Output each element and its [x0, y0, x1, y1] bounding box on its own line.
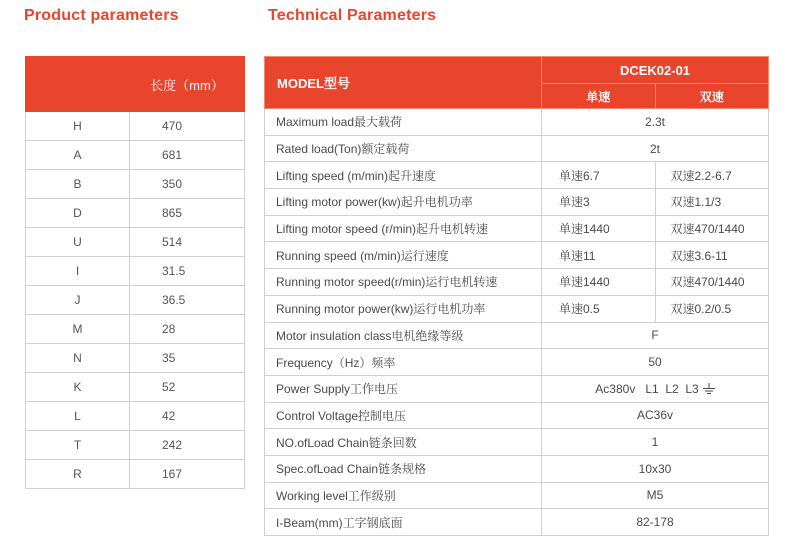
param-cell: R	[26, 460, 130, 489]
param-name: Running motor speed(r/min)运行电机转速	[265, 269, 542, 296]
single-speed-value: 单速6.7	[542, 162, 656, 189]
table-row	[265, 109, 769, 136]
value-cell: 35	[130, 344, 245, 373]
param-value: 82-178	[542, 509, 769, 536]
param-name: Lifting motor power(kw)起升电机功率	[265, 189, 542, 216]
value-cell: 470	[130, 112, 245, 141]
param-name: Spec.ofLoad Chain链条规格	[265, 455, 542, 482]
tech-table-header	[265, 57, 769, 84]
single-speed-header: 单速	[542, 84, 656, 109]
product-parameters-title: Product parameters	[24, 7, 179, 24]
table-row	[265, 375, 769, 402]
param-cell: D	[26, 199, 130, 228]
param-name: Working level工作级别	[265, 482, 542, 509]
table-row	[265, 349, 769, 376]
value-cell: 42	[130, 402, 245, 431]
single-speed-value: 单速0.5	[542, 295, 656, 322]
param-name: Rated load(Ton)额定载荷	[265, 135, 542, 162]
param-value: 1	[542, 429, 769, 456]
table-row	[265, 135, 769, 162]
value-cell: 31.5	[130, 257, 245, 286]
table-row	[265, 429, 769, 456]
single-speed-value: 单速1440	[542, 269, 656, 296]
param-value: Ac380v L1 L2 L3	[595, 381, 699, 396]
single-speed-value: 单速11	[542, 242, 656, 269]
table-row	[26, 170, 245, 199]
ground-symbol-icon	[703, 383, 715, 394]
param-cell: U	[26, 228, 130, 257]
table-row	[26, 199, 245, 228]
product-header-length: 长度（mm）	[130, 57, 245, 112]
param-name: Frequency（Hz）频率	[265, 349, 542, 376]
table-row	[26, 257, 245, 286]
model-name: DCEK02-01	[542, 57, 769, 84]
single-speed-value: 单速3	[542, 189, 656, 216]
product-header-param	[26, 57, 130, 112]
product-table-header	[26, 57, 245, 112]
table-row	[26, 431, 245, 460]
param-cell: H	[26, 112, 130, 141]
param-value: 2.3t	[542, 109, 769, 136]
table-row	[265, 189, 769, 216]
value-cell: 681	[130, 141, 245, 170]
param-name: Running motor power(kw)运行电机功率	[265, 295, 542, 322]
param-name: Motor insulation class电机绝缘等级	[265, 322, 542, 349]
table-row	[265, 402, 769, 429]
param-cell: N	[26, 344, 130, 373]
param-cell: J	[26, 286, 130, 315]
table-row	[265, 269, 769, 296]
technical-parameters-table	[264, 56, 769, 536]
param-cell: B	[26, 170, 130, 199]
table-row	[26, 373, 245, 402]
param-value-cell	[542, 375, 769, 402]
param-value: 2t	[542, 135, 769, 162]
technical-parameters-title: Technical Parameters	[268, 7, 437, 24]
param-cell: T	[26, 431, 130, 460]
table-row	[26, 228, 245, 257]
value-cell: 52	[130, 373, 245, 402]
double-speed-value: 双速0.2/0.5	[655, 295, 769, 322]
param-value: F	[542, 322, 769, 349]
param-name: NO.ofLoad Chain链条回数	[265, 429, 542, 456]
table-row	[265, 322, 769, 349]
param-name: Control Voltage控制电压	[265, 402, 542, 429]
param-value: 10x30	[542, 455, 769, 482]
param-value: 50	[542, 349, 769, 376]
model-label: MODEL型号	[265, 57, 542, 109]
double-speed-header: 双速	[655, 84, 769, 109]
param-cell: M	[26, 315, 130, 344]
table-row	[26, 112, 245, 141]
table-row	[265, 509, 769, 536]
table-row	[26, 344, 245, 373]
param-cell: I	[26, 257, 130, 286]
product-parameters-table	[25, 56, 245, 489]
value-cell: 514	[130, 228, 245, 257]
double-speed-value: 双速470/1440	[655, 269, 769, 296]
value-cell: 28	[130, 315, 245, 344]
double-speed-value: 双速2.2-6.7	[655, 162, 769, 189]
param-cell: A	[26, 141, 130, 170]
table-row	[26, 141, 245, 170]
param-name: Maximum load最大载荷	[265, 109, 542, 136]
value-cell: 350	[130, 170, 245, 199]
value-cell: 242	[130, 431, 245, 460]
param-name: Lifting motor speed (r/min)起升电机转速	[265, 215, 542, 242]
table-row	[265, 162, 769, 189]
double-speed-value: 双速470/1440	[655, 215, 769, 242]
param-value: M5	[542, 482, 769, 509]
table-row	[26, 286, 245, 315]
double-speed-value: 双速1.1/3	[655, 189, 769, 216]
param-name: I-Beam(mm)工字钢底面	[265, 509, 542, 536]
value-cell: 865	[130, 199, 245, 228]
table-row	[265, 295, 769, 322]
param-name: Power Supply工作电压	[265, 375, 542, 402]
table-row	[265, 455, 769, 482]
param-cell: K	[26, 373, 130, 402]
value-cell: 167	[130, 460, 245, 489]
value-cell: 36.5	[130, 286, 245, 315]
table-row	[265, 482, 769, 509]
table-row	[26, 460, 245, 489]
double-speed-value: 双速3.6-11	[655, 242, 769, 269]
single-speed-value: 单速1440	[542, 215, 656, 242]
param-value: AC36v	[542, 402, 769, 429]
table-row	[26, 315, 245, 344]
param-name: Running speed (m/min)运行速度	[265, 242, 542, 269]
table-row	[265, 242, 769, 269]
param-cell: L	[26, 402, 130, 431]
table-row	[26, 402, 245, 431]
param-name: Lifting speed (m/min)起升速度	[265, 162, 542, 189]
table-row	[265, 215, 769, 242]
